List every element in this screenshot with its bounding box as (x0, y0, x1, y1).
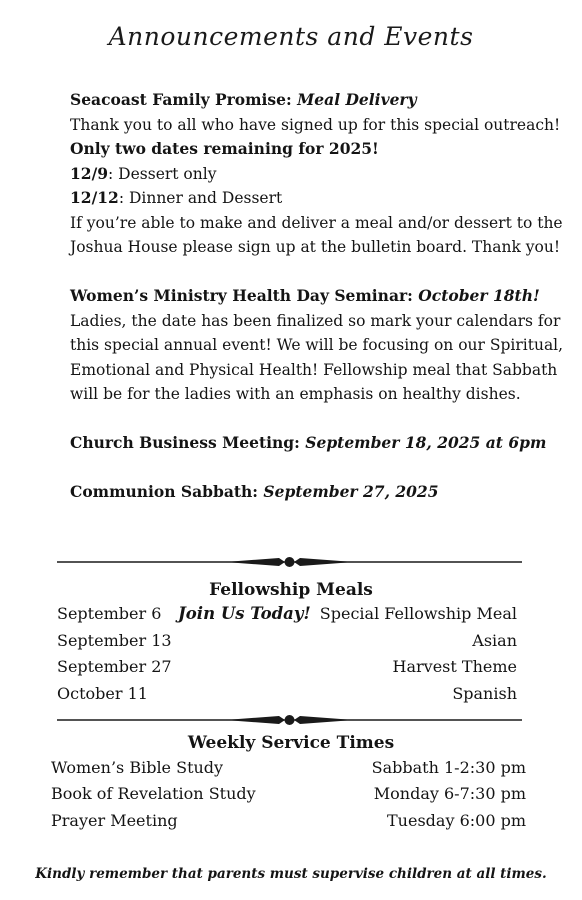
fellowship-date: September 27 (57, 657, 172, 676)
seacoast-date-2-label: 12/12 (70, 188, 119, 207)
ornament-divider (57, 714, 522, 726)
womens-line-2: this special annual event! We will be focusing on our Spiritual, (70, 336, 564, 354)
communion-sabbath-date: September 27, 2025 (263, 482, 439, 501)
ornament-divider (57, 556, 522, 568)
seacoast-date-2 (70, 186, 575, 211)
womens-heading (70, 284, 575, 309)
fellowship-date: September 6 (57, 604, 162, 623)
service-name: Women’s Bible Study (51, 758, 224, 777)
fellowship-theme: Asian (472, 631, 517, 650)
fellowship-theme: Spanish (452, 684, 517, 703)
footer-note: Kindly remember that parents must supervise children at all times. (35, 866, 547, 882)
service-time: Monday 6-7:30 pm (373, 784, 526, 803)
seacoast-line-1: Thank you to all who have signed up for this special outreach! (70, 115, 561, 134)
communion-sabbath (70, 480, 575, 505)
fellowship-title: Fellowship Meals (209, 580, 373, 600)
womens-heading-emphasis: October 18th! (418, 286, 540, 305)
fellowship-date: September 13 (57, 631, 172, 650)
fellowship-theme: Harvest Theme (392, 657, 517, 676)
fellowship-date: October 11 (57, 684, 148, 703)
seacoast-line-4: Joshua House please sign up at the bulletin board. Thank you! (70, 238, 561, 256)
page-title: Announcements and Events (108, 22, 474, 51)
services-title: Weekly Service Times (187, 733, 395, 753)
seacoast-remaining-note: Only two dates remaining for 2025! (70, 139, 379, 158)
service-name: Book of Revelation Study (51, 784, 256, 803)
womens-line-1: Ladies, the date has been finalized so mark your calendars for (70, 311, 561, 330)
business-meeting-date: September 18, 2025 at 6pm (305, 433, 547, 452)
womens-heading-label: Women’s Ministry Health Day Seminar: (70, 286, 419, 305)
seacoast-date-1-text: : Dessert only (108, 164, 217, 183)
seacoast-line-3: If you’re able to make and deliver a meal and/or dessert to the (70, 213, 563, 232)
fellowship-highlight: Join Us Today! (178, 604, 311, 623)
business-meeting-label: Church Business Meeting: (70, 433, 306, 452)
service-time: Sabbath 1-2:30 pm (371, 758, 526, 777)
womens-line-4: will be for the ladies with an emphasis on healthy dishes. (70, 385, 521, 403)
womens-line-3: Emotional and Physical Health! Fellowship meal that Sabbath (70, 360, 558, 379)
business-meeting (70, 431, 575, 456)
seacoast-date-2-text: : Dinner and Dessert (118, 189, 283, 207)
seacoast-heading (70, 88, 575, 113)
seacoast-heading-emphasis: Meal Delivery (297, 90, 417, 109)
fellowship-theme: Special Fellowship Meal (319, 604, 517, 623)
service-time: Tuesday 6:00 pm (387, 811, 526, 830)
seacoast-date-1 (70, 162, 575, 187)
seacoast-date-1-label: 12/9 (70, 163, 109, 183)
service-name: Prayer Meeting (51, 811, 178, 830)
communion-sabbath-label: Communion Sabbath: (70, 482, 264, 501)
seacoast-heading-label: Seacoast Family Promise: (70, 90, 298, 109)
seacoast-line-2 (70, 137, 575, 162)
announcements (70, 88, 575, 505)
